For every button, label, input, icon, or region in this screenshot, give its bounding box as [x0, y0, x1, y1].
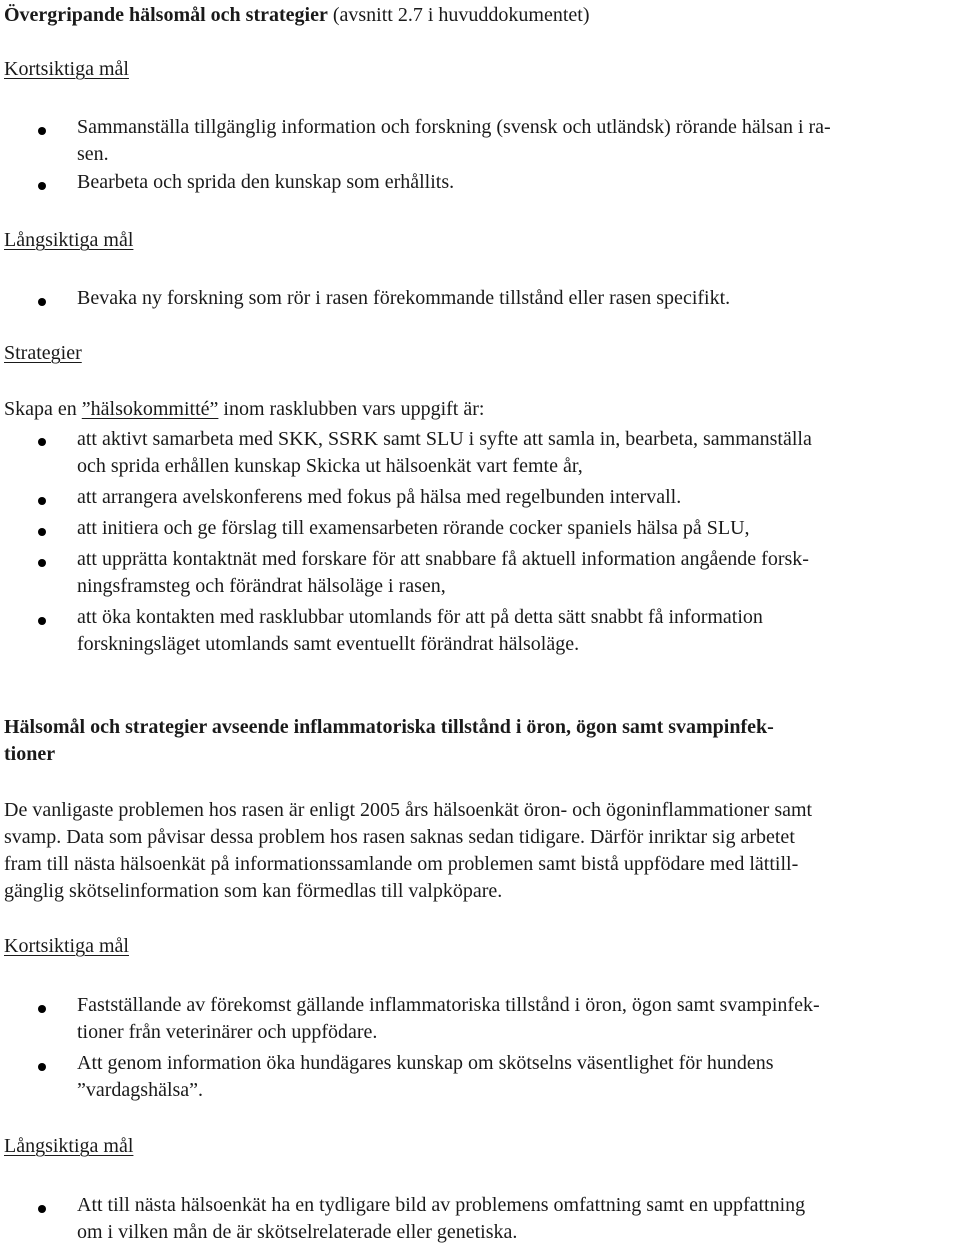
section1-long-term-heading: Långsiktiga mål — [4, 229, 134, 251]
paragraph-line: De vanligaste problemen hos rasen är enligt 2005 års hälsoenkät öron- och ögoninflammationer samt — [4, 799, 813, 821]
item-line: att upprätta kontaktnät med forskare för att snabbare få aktuell information angående forsk- — [77, 548, 809, 570]
health-committee-link: ”hälsokommitté” — [81, 398, 219, 420]
item-line: ningsframsteg och förändrat hälsoläge i rasen, — [77, 575, 446, 597]
section2-long-term-heading: Långsiktiga mål — [4, 1135, 134, 1157]
bullet-icon — [38, 1063, 46, 1071]
section1-title — [4, 2, 589, 29]
item-line: forskningsläget utomlands samt eventuellt förändrat hälsoläge. — [77, 633, 580, 655]
item-line: att arrangera avelskonferens med fokus på hälsa med regelbunden intervall. — [77, 486, 682, 508]
section1-title-bold: Övergripande hälsomål och strategier — [4, 4, 328, 26]
section2-short-term-heading: Kortsiktiga mål — [4, 935, 129, 957]
item-line: om i vilken mån de är skötselrelaterade eller genetiska. — [77, 1221, 518, 1243]
item-line: och sprida erhållen kunskap Skicka ut hälsoenkät vart femte år, — [77, 455, 583, 477]
item-line: ”vardagshälsa”. — [77, 1079, 204, 1101]
strategies-intro-post: inom rasklubben vars uppgift är: — [218, 398, 485, 420]
bullet-icon — [38, 1005, 46, 1013]
item-line: Fastställande av förekomst gällande inflammatoriska tillstånd i öron, ögon samt svampinfek- — [77, 994, 820, 1016]
item-line: Bevaka ny forskning som rör i rasen förekommande tillstånd eller rasen specifikt. — [77, 287, 731, 309]
item-line: tioner från veterinärer och uppfödare. — [77, 1021, 378, 1043]
section1-title-rest: (avsnitt 2.7 i huvuddokumentet) — [327, 4, 590, 26]
bullet-icon — [38, 298, 46, 306]
item-line: Sammanställa tillgänglig information och forskning (svensk och utländsk) rörande hälsan i ra- — [77, 116, 831, 138]
section1-strategies-heading: Strategier — [4, 342, 82, 364]
bullet-icon — [38, 559, 46, 567]
bullet-icon — [38, 497, 46, 505]
section1-short-term-heading: Kortsiktiga mål — [4, 58, 129, 80]
strategies-intro-pre: Skapa en — [4, 398, 82, 420]
item-line: att öka kontakten med rasklubbar utomlands för att på detta sätt snabbt få information — [77, 606, 763, 628]
paragraph-line: svamp. Data som påvisar dessa problem hos rasen saknas sedan tidigare. Därför inriktar sig arbetet — [4, 826, 795, 848]
bullet-icon — [38, 182, 46, 190]
item-line: Att till nästa hälsoenkät ha en tydligare bild av problemens omfattning samt en uppfattning — [77, 1194, 806, 1216]
bullet-icon — [38, 528, 46, 536]
section2-title-line: tioner — [4, 743, 56, 765]
item-line: Att genom information öka hundägares kunskap om skötselns väsentlighet för hundens — [77, 1052, 774, 1074]
item-line: att initiera och ge förslag till examensarbeten rörande cocker spaniels hälsa på SLU, — [77, 517, 750, 539]
paragraph-line: gänglig skötselinformation som kan förmedlas till valpköpare. — [4, 880, 503, 902]
strategies-intro — [4, 396, 484, 423]
item-line: Bearbeta och sprida den kunskap som erhållits. — [77, 171, 455, 193]
bullet-icon — [38, 127, 46, 135]
paragraph-line: fram till nästa hälsoenkät på informationssamlande om problemen samt bistå uppfödare med lättill- — [4, 853, 799, 875]
section2-title-line: Hälsomål och strategier avseende inflammatoriska tillstånd i öron, ögon samt svampinfek- — [4, 716, 774, 738]
bullet-icon — [38, 438, 46, 446]
bullet-icon — [38, 617, 46, 625]
item-line: sen. — [77, 143, 109, 165]
item-line: att aktivt samarbeta med SKK, SSRK samt SLU i syfte att samla in, bearbeta, sammanställa — [77, 428, 812, 450]
bullet-icon — [38, 1205, 46, 1213]
